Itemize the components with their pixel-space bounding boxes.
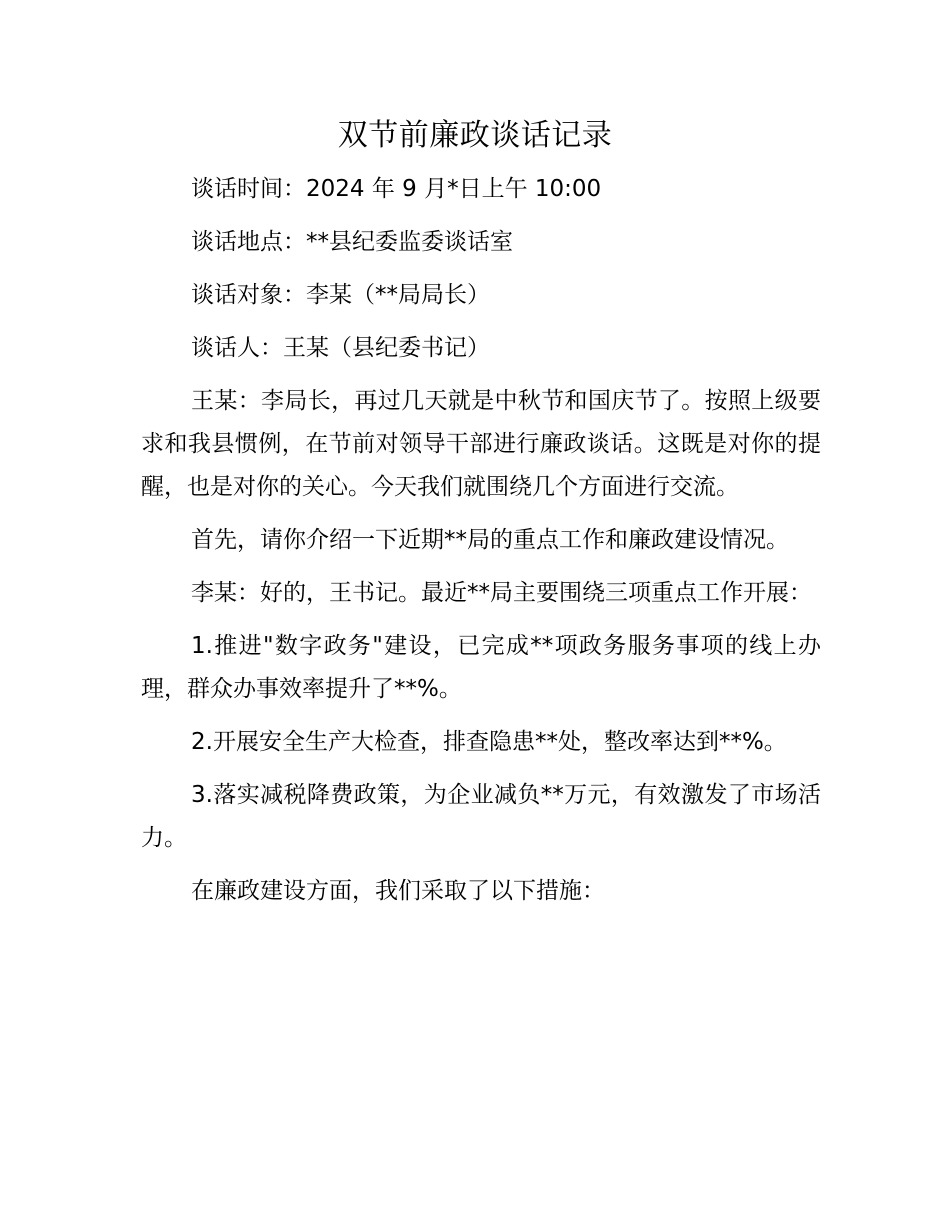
list-item-2: 2.开展安全生产大检查，排查隐患**处，整改率达到**%。 [191,729,787,755]
interviewee: 谈话对象：李某（**局局长） [191,282,490,308]
paragraph-question: 首先，请你介绍一下近期**局的重点工作和廉政建设情况。 [191,527,789,553]
paragraph-measures: 在廉政建设方面，我们采取了以下措施： [191,878,605,904]
document-title: 双节前廉政谈话记录 [337,118,613,153]
list-item-3: 3.落实减税降费政策，为企业减负**万元，有效激发了市场活力。 [141,782,821,851]
meeting-location: 谈话地点：**县纪委监委谈话室 [191,229,513,255]
interviewer: 谈话人：王某（县纪委书记） [191,335,490,361]
meeting-time: 谈话时间：2024 年 9 月*日上午 10:00 [191,176,602,202]
list-item-1: 1.推进"数字政务"建设，已完成**项政务服务事项的线上办理，群众办事效率提升了**%。 [141,633,821,702]
document-body [141,168,821,923]
paragraph-opening: 王某：李局长，再过几天就是中秋节和国庆节了。按照上级要求和我县惯例，在节前对领导干部进行廉政谈话。这既是对你的提醒，也是对你的关心。今天我们就围绕几个方面进行交流。 [141,388,821,500]
paragraph-reply: 李某：好的，王书记。最近**局主要围绕三项重点工作开展： [191,580,812,606]
